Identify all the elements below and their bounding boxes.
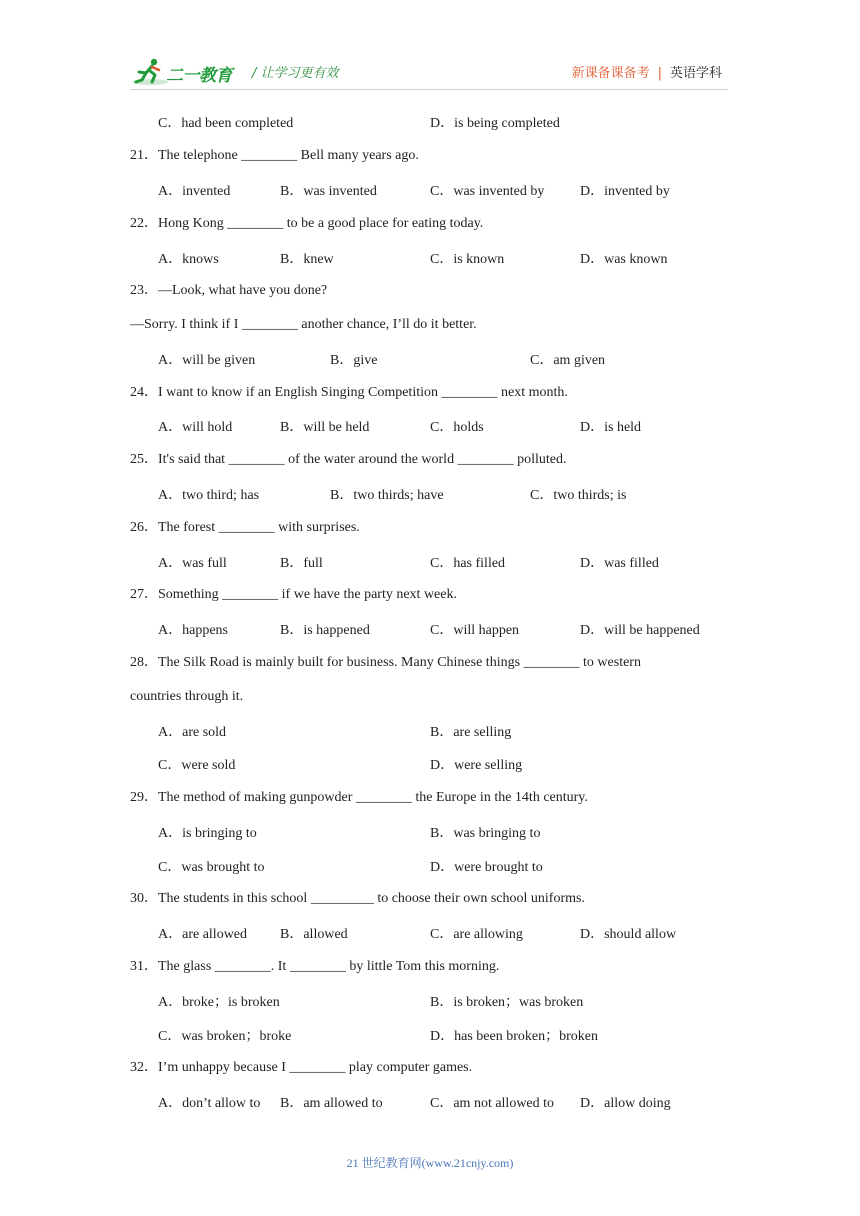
option[interactable]: C．are allowing (430, 927, 523, 942)
question-stem: 30．The students in this school _________ to choose their own school uniforms. (130, 891, 585, 906)
runner-logo-icon (130, 56, 170, 88)
option[interactable]: B．two thirds; have (330, 488, 444, 503)
option[interactable]: B．will be held (280, 420, 370, 435)
option[interactable]: C．was broken；broke (158, 1029, 292, 1044)
option[interactable]: C．were sold (158, 758, 236, 773)
option[interactable]: D．were brought to (430, 860, 543, 875)
option[interactable]: C．has filled (430, 556, 506, 571)
question-stem: 28．The Silk Road is mainly built for business. Many Chinese things ________ to western (130, 655, 641, 670)
question-stem: 25．It's said that ________ of the water around the world ________ polluted. (130, 452, 567, 467)
option[interactable]: B．was invented (280, 184, 377, 199)
option[interactable]: A．is bringing to (158, 826, 257, 841)
option[interactable]: B．give (330, 353, 378, 368)
option[interactable]: C．was brought to (158, 860, 265, 875)
question-stem: 29．The method of making gunpowder ________ the Europe in the 14th century. (130, 790, 588, 805)
option[interactable]: D．will be happened (580, 623, 700, 638)
page-footer[interactable]: 21 世纪教育网(www.21cnjy.com) (346, 1156, 514, 1170)
logo (130, 56, 248, 88)
question-stem: 22．Hong Kong ________ to be a good place for eating today. (130, 216, 484, 231)
option[interactable]: B．allowed (280, 927, 348, 942)
option[interactable]: B．is broken；was broken (430, 995, 584, 1010)
question-stem: 26．The forest ________ with surprises. (130, 520, 360, 535)
option[interactable]: A．will hold (158, 420, 233, 435)
question-stem: 23．—Look, what have you done? (130, 283, 328, 298)
option[interactable]: D．were selling (430, 758, 523, 773)
option[interactable]: D．was filled (580, 556, 659, 571)
option[interactable]: A．happens (158, 623, 228, 638)
option[interactable]: A．don’t allow to (158, 1096, 261, 1111)
option[interactable]: C．two thirds; is (530, 488, 627, 503)
question-stem-continued: —Sorry. I think if I ________ another chance, I’ll do it better. (130, 317, 477, 332)
option[interactable]: C．was invented by (430, 184, 545, 199)
option[interactable]: C．is known (430, 252, 505, 267)
option[interactable]: C．am not allowed to (430, 1096, 555, 1111)
question-stem: 21．The telephone ________ Bell many years ago. (130, 148, 419, 163)
option[interactable]: D．is being completed (430, 116, 560, 131)
option[interactable]: D．should allow (580, 927, 677, 942)
question-stem-continued: countries through it. (130, 689, 244, 704)
option[interactable]: B．is happened (280, 623, 370, 638)
header-divider (130, 89, 728, 90)
option[interactable]: B．was bringing to (430, 826, 541, 841)
option[interactable]: C．am given (530, 353, 606, 368)
header-separator: | (657, 66, 662, 81)
option[interactable]: B．am allowed to (280, 1096, 383, 1111)
option[interactable]: A．are allowed (158, 927, 248, 942)
option[interactable]: A．two third; has (158, 488, 260, 503)
option[interactable]: D．invented by (580, 184, 670, 199)
option[interactable]: B．knew (280, 252, 334, 267)
option[interactable]: B．full (280, 556, 323, 571)
course-label: 新课备课备考 (571, 66, 650, 81)
question-stem: 32．I’m unhappy because I ________ play computer games. (130, 1060, 473, 1075)
slogan: / 让学习更有效 (252, 66, 339, 81)
option[interactable]: C．had been completed (158, 116, 294, 131)
header-right (572, 62, 722, 81)
option[interactable]: D．has been broken；broken (430, 1029, 598, 1044)
option[interactable]: D．allow doing (580, 1096, 671, 1111)
option[interactable]: D．was known (580, 252, 668, 267)
option[interactable]: A．knows (158, 252, 219, 267)
question-stem: 24．I want to know if an English Singing Competition ________ next month. (130, 385, 568, 400)
option[interactable]: C．will happen (430, 623, 520, 638)
question-stem: 27．Something ________ if we have the party next week. (130, 587, 457, 602)
option[interactable]: A．will be given (158, 353, 256, 368)
question-stem: 31．The glass ________. It ________ by little Tom this morning. (130, 959, 500, 974)
option[interactable]: A．broke；is broken (158, 995, 280, 1010)
option[interactable]: D．is held (580, 420, 642, 435)
logo-text: 二一教育 (166, 66, 232, 86)
option[interactable]: C．holds (430, 420, 484, 435)
page-header (130, 56, 730, 90)
option[interactable]: A．was full (158, 556, 227, 571)
option[interactable]: B．are selling (430, 725, 512, 740)
option[interactable]: A．invented (158, 184, 231, 199)
option[interactable]: A．are sold (158, 725, 227, 740)
subject-label: 英语学科 (669, 66, 722, 81)
